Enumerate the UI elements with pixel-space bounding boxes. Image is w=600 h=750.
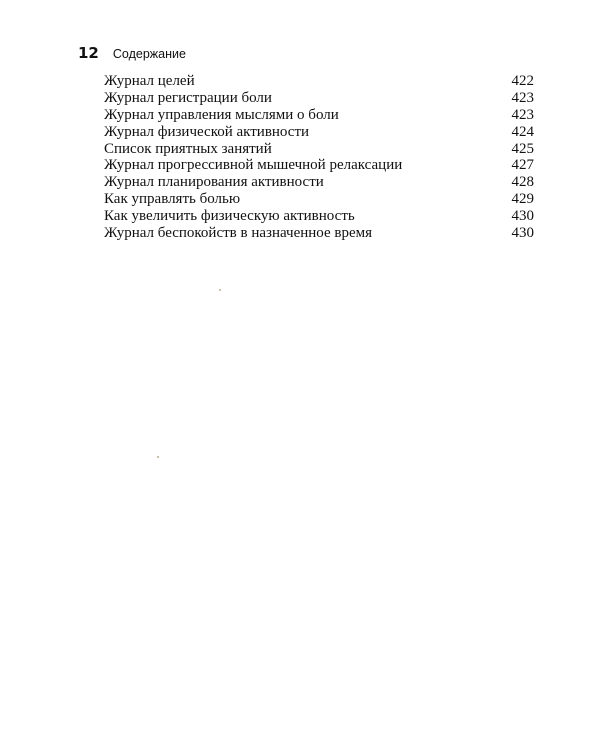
toc-entry-page: 423 (511, 89, 534, 106)
toc-entry-page: 429 (511, 191, 534, 208)
toc-entry-title: Как управлять болью (104, 191, 241, 208)
toc-entry (104, 157, 534, 174)
toc-entry-page: 430 (511, 225, 534, 242)
toc-entry-title: Журнал управления мыслями о боли (104, 106, 339, 123)
toc-entry-page: 423 (511, 106, 534, 123)
toc-entry-page: 428 (511, 174, 534, 191)
running-title: Содержание (112, 47, 186, 61)
table-of-contents (104, 73, 534, 242)
toc-entry (104, 208, 534, 225)
toc-entry (104, 174, 534, 191)
toc-entry-title: Журнал прогрессивной мышечной релаксации (104, 157, 403, 174)
toc-entry-page: 424 (511, 123, 534, 140)
page-header (78, 44, 186, 62)
toc-entry-title: Как увеличить физическую активность (104, 208, 355, 225)
toc-entry (104, 141, 534, 158)
paper-speck (157, 456, 159, 458)
toc-entry-title: Журнал планирования активности (104, 174, 324, 191)
paper-speck (219, 289, 221, 291)
page-number: 12 (78, 44, 99, 62)
toc-entry-title: Журнал регистрации боли (104, 89, 272, 106)
toc-entry (104, 191, 534, 208)
toc-entry-page: 427 (511, 157, 534, 174)
toc-entry (104, 73, 534, 90)
toc-entry-title: Журнал целей (104, 73, 195, 89)
toc-entry-title: Список приятных занятий (104, 140, 272, 157)
toc-entry-title: Журнал беспокойств в назначенное время (104, 225, 373, 242)
toc-entry-page: 430 (511, 208, 534, 225)
toc-entry-page: 422 (511, 73, 534, 89)
toc-entry (104, 225, 534, 242)
toc-entry (104, 124, 534, 141)
toc-entry-page: 425 (511, 140, 534, 157)
toc-entry (104, 90, 534, 107)
toc-entry (104, 107, 534, 124)
toc-entry-title: Журнал физической активности (104, 123, 310, 140)
